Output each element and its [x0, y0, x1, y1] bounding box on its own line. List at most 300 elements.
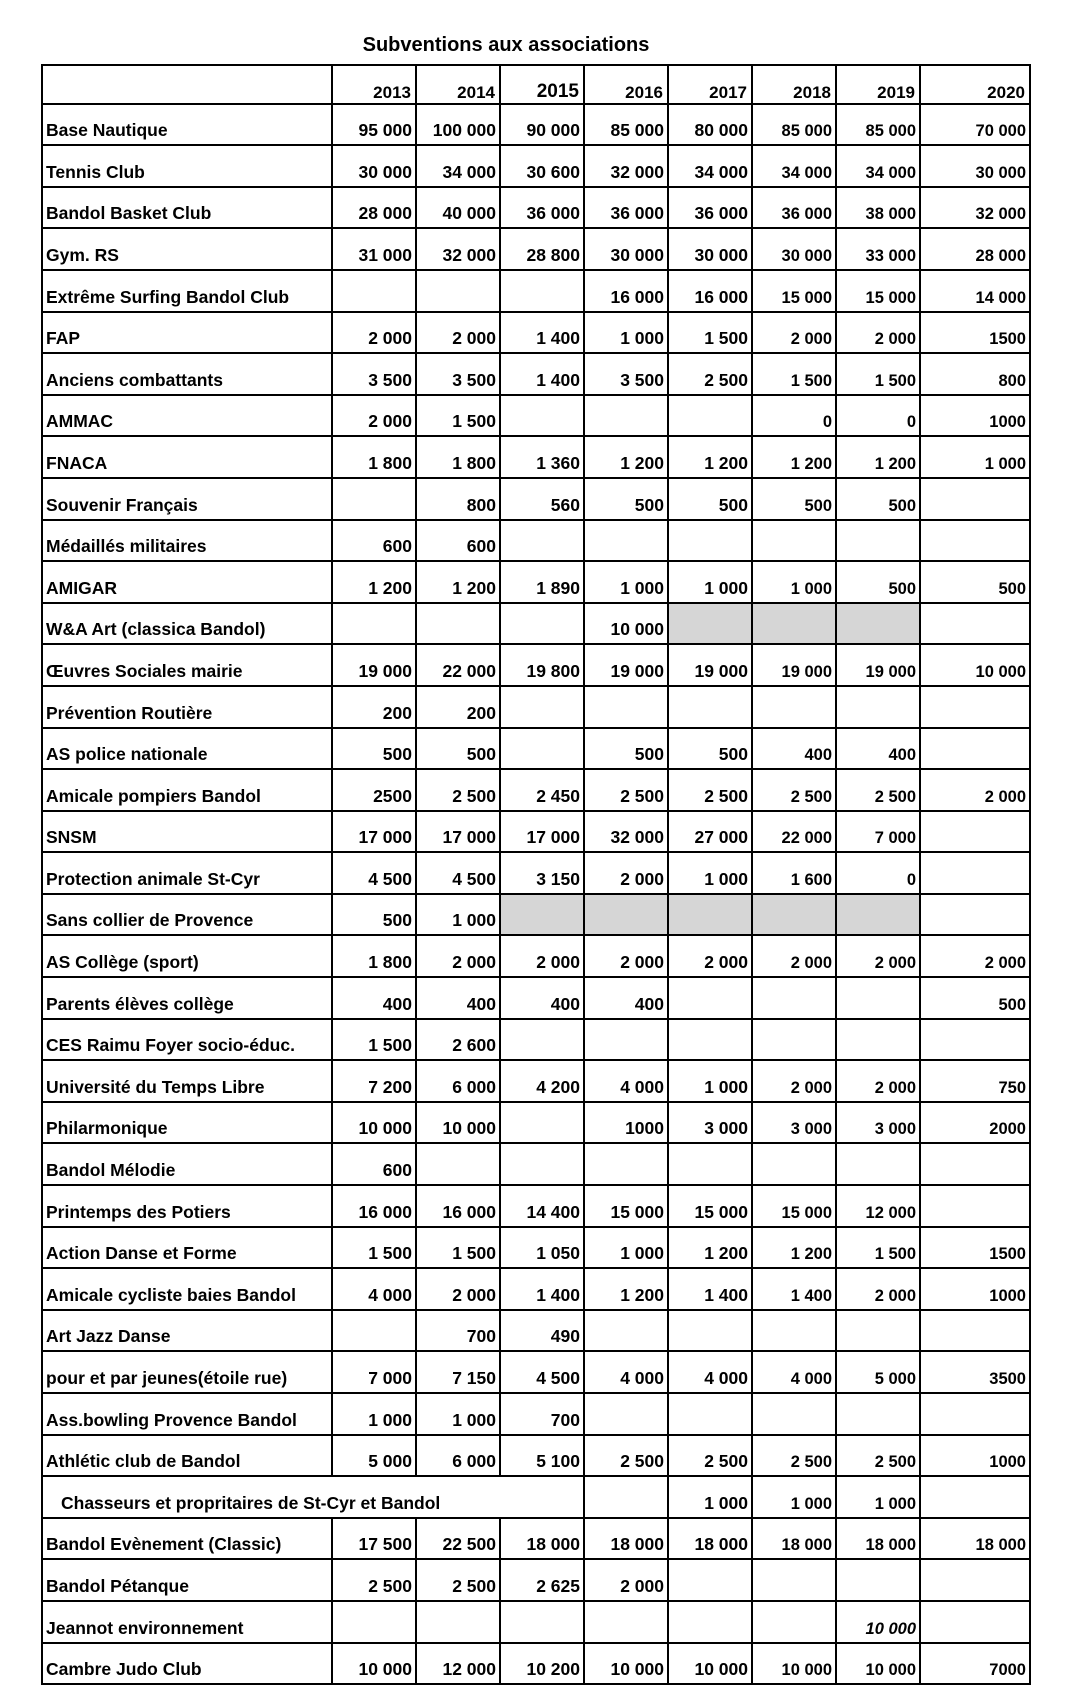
- table-row: [42, 1019, 1030, 1061]
- amount-cell: 4 500: [332, 852, 416, 894]
- amount-cell: 2 500: [752, 769, 836, 811]
- amount-cell: [668, 1393, 752, 1435]
- amount-cell: 1000: [920, 1435, 1030, 1477]
- amount-cell: 12 000: [416, 1643, 500, 1685]
- amount-cell: 2 000: [752, 935, 836, 977]
- amount-cell: 14 400: [500, 1185, 584, 1227]
- table-row: [42, 1351, 1030, 1393]
- amount-cell: 32 000: [920, 187, 1030, 229]
- amount-cell: [668, 686, 752, 728]
- amount-cell: 2 500: [752, 1435, 836, 1477]
- amount-cell: 1 500: [416, 1227, 500, 1269]
- amount-cell: 10 200: [500, 1643, 584, 1685]
- association-name-cell: Base Nautique: [42, 104, 332, 146]
- page-title: [0, 34, 1068, 57]
- amount-cell: 30 000: [668, 228, 752, 270]
- amount-cell: [500, 1019, 584, 1061]
- amount-cell: 34 000: [752, 145, 836, 187]
- amount-cell: 5 000: [836, 1351, 920, 1393]
- association-name-cell: Cambre Judo Club: [42, 1643, 332, 1685]
- amount-cell: 2 500: [416, 769, 500, 811]
- table-row: [42, 1268, 1030, 1310]
- amount-cell: [836, 603, 920, 645]
- association-name-cell: AMMAC: [42, 395, 332, 437]
- association-name-cell: Amicale cycliste baies Bandol: [42, 1268, 332, 1310]
- amount-cell: [920, 1185, 1030, 1227]
- amount-cell: 1 200: [584, 1268, 668, 1310]
- amount-cell: 500: [836, 561, 920, 603]
- amount-cell: [920, 520, 1030, 562]
- amount-cell: [500, 603, 584, 645]
- amount-cell: 10 000: [584, 1643, 668, 1685]
- amount-cell: 33 000: [836, 228, 920, 270]
- year-header: 2019: [836, 65, 920, 104]
- amount-cell: [752, 1393, 836, 1435]
- association-name-cell: Chasseurs et propritaires de St-Cyr et Bandol: [42, 1476, 584, 1518]
- table-row: [42, 1643, 1030, 1685]
- amount-cell: 700: [416, 1310, 500, 1352]
- amount-cell: 1 400: [668, 1268, 752, 1310]
- amount-cell: 10 000: [584, 603, 668, 645]
- amount-cell: 30 000: [752, 228, 836, 270]
- association-name-cell: Bandol Basket Club: [42, 187, 332, 229]
- table-row: [42, 395, 1030, 437]
- association-name-cell: AMIGAR: [42, 561, 332, 603]
- amount-cell: [920, 1019, 1030, 1061]
- amount-cell: 36 000: [500, 187, 584, 229]
- amount-cell: 1 000: [584, 1227, 668, 1269]
- amount-cell: 1 000: [584, 312, 668, 354]
- amount-cell: 85 000: [584, 104, 668, 146]
- amount-cell: 2 000: [920, 769, 1030, 811]
- amount-cell: 95 000: [332, 104, 416, 146]
- year-header: 2015: [500, 65, 584, 104]
- association-name-cell: Amicale pompiers Bandol: [42, 769, 332, 811]
- amount-cell: [920, 1601, 1030, 1643]
- amount-cell: 3 500: [332, 353, 416, 395]
- amount-cell: 400: [332, 977, 416, 1019]
- association-name-cell: Sans collier de Provence: [42, 894, 332, 936]
- amount-cell: 3 000: [752, 1102, 836, 1144]
- table-row: [42, 1227, 1030, 1269]
- amount-cell: [668, 1559, 752, 1601]
- amount-cell: 16 000: [584, 270, 668, 312]
- amount-cell: 18 000: [752, 1518, 836, 1560]
- table-row: [42, 1310, 1030, 1352]
- amount-cell: [668, 1601, 752, 1643]
- amount-cell: 85 000: [752, 104, 836, 146]
- amount-cell: [920, 894, 1030, 936]
- subsidies-table: [41, 64, 1031, 1685]
- table-row: [42, 977, 1030, 1019]
- amount-cell: 15 000: [584, 1185, 668, 1227]
- amount-cell: [836, 894, 920, 936]
- table-row: [42, 1143, 1030, 1185]
- amount-cell: 400: [836, 728, 920, 770]
- amount-cell: [920, 1476, 1030, 1518]
- amount-cell: 22 000: [752, 811, 836, 853]
- amount-cell: 34 000: [668, 145, 752, 187]
- amount-cell: 500: [752, 478, 836, 520]
- association-name-cell: Action Danse et Forme: [42, 1227, 332, 1269]
- amount-cell: 1 200: [332, 561, 416, 603]
- amount-cell: 10 000: [836, 1601, 920, 1643]
- amount-cell: 400: [752, 728, 836, 770]
- association-name-cell: Protection animale St-Cyr: [42, 852, 332, 894]
- amount-cell: [752, 1310, 836, 1352]
- association-name-cell: W&A Art (classica Bandol): [42, 603, 332, 645]
- amount-cell: 2 500: [836, 1435, 920, 1477]
- table-row: [42, 270, 1030, 312]
- association-name-cell: CES Raimu Foyer socio-éduc.: [42, 1019, 332, 1061]
- amount-cell: 19 000: [836, 644, 920, 686]
- amount-cell: [332, 1310, 416, 1352]
- amount-cell: 10 000: [752, 1643, 836, 1685]
- amount-cell: [752, 1601, 836, 1643]
- amount-cell: 2 000: [332, 395, 416, 437]
- amount-cell: 6 000: [416, 1060, 500, 1102]
- table-row: [42, 228, 1030, 270]
- amount-cell: 500: [668, 478, 752, 520]
- amount-cell: 800: [416, 478, 500, 520]
- amount-cell: 1 000: [836, 1476, 920, 1518]
- amount-cell: 1 800: [332, 935, 416, 977]
- amount-cell: 750: [920, 1060, 1030, 1102]
- amount-cell: 2500: [332, 769, 416, 811]
- table-row: [42, 1601, 1030, 1643]
- amount-cell: 18 000: [584, 1518, 668, 1560]
- association-name-cell: Parents élèves collège: [42, 977, 332, 1019]
- amount-cell: 2 500: [836, 769, 920, 811]
- amount-cell: 1 000: [668, 852, 752, 894]
- amount-cell: [500, 894, 584, 936]
- amount-cell: 28 000: [332, 187, 416, 229]
- amount-cell: 32 000: [416, 228, 500, 270]
- amount-cell: 1000: [920, 1268, 1030, 1310]
- amount-cell: [416, 270, 500, 312]
- table-row: [42, 1559, 1030, 1601]
- amount-cell: [584, 1476, 668, 1518]
- amount-cell: 1 000: [920, 436, 1030, 478]
- amount-cell: [836, 1310, 920, 1352]
- amount-cell: 2 500: [584, 769, 668, 811]
- amount-cell: 1 200: [416, 561, 500, 603]
- association-name-cell: Souvenir Français: [42, 478, 332, 520]
- amount-cell: 36 000: [668, 187, 752, 229]
- association-name-cell: Œuvres Sociales mairie: [42, 644, 332, 686]
- amount-cell: 1 400: [500, 353, 584, 395]
- amount-cell: [668, 1143, 752, 1185]
- amount-cell: 2 625: [500, 1559, 584, 1601]
- year-header: 2017: [668, 65, 752, 104]
- amount-cell: 4 000: [584, 1351, 668, 1393]
- amount-cell: [920, 686, 1030, 728]
- amount-cell: 10 000: [668, 1643, 752, 1685]
- amount-cell: 500: [332, 894, 416, 936]
- table-row: [42, 104, 1030, 146]
- amount-cell: 500: [920, 561, 1030, 603]
- amount-cell: 1 500: [836, 353, 920, 395]
- header-row: [42, 65, 1030, 104]
- amount-cell: 2 000: [668, 935, 752, 977]
- amount-cell: 800: [920, 353, 1030, 395]
- amount-cell: 7 200: [332, 1060, 416, 1102]
- amount-cell: 3500: [920, 1351, 1030, 1393]
- amount-cell: [752, 686, 836, 728]
- amount-cell: [668, 603, 752, 645]
- amount-cell: 700: [500, 1393, 584, 1435]
- amount-cell: 500: [332, 728, 416, 770]
- amount-cell: 3 000: [668, 1102, 752, 1144]
- amount-cell: [500, 728, 584, 770]
- association-name-cell: FNACA: [42, 436, 332, 478]
- amount-cell: [416, 1601, 500, 1643]
- amount-cell: 1 000: [416, 894, 500, 936]
- amount-cell: 2 000: [836, 1060, 920, 1102]
- amount-cell: 15 000: [752, 1185, 836, 1227]
- table-row: [42, 312, 1030, 354]
- amount-cell: [500, 520, 584, 562]
- table-row: [42, 353, 1030, 395]
- amount-cell: 4 500: [500, 1351, 584, 1393]
- amount-cell: 400: [584, 977, 668, 1019]
- amount-cell: 200: [416, 686, 500, 728]
- amount-cell: [752, 1559, 836, 1601]
- amount-cell: [752, 1019, 836, 1061]
- association-name-cell: pour et par jeunes(étoile rue): [42, 1351, 332, 1393]
- amount-cell: 6 000: [416, 1435, 500, 1477]
- amount-cell: [920, 603, 1030, 645]
- amount-cell: [500, 1102, 584, 1144]
- amount-cell: [920, 1310, 1030, 1352]
- amount-cell: [584, 894, 668, 936]
- amount-cell: [836, 1019, 920, 1061]
- table-row: [42, 145, 1030, 187]
- amount-cell: 30 000: [332, 145, 416, 187]
- amount-cell: 1 200: [668, 1227, 752, 1269]
- table-row: [42, 1476, 1030, 1518]
- amount-cell: 2 000: [836, 312, 920, 354]
- amount-cell: [500, 1143, 584, 1185]
- amount-cell: [668, 395, 752, 437]
- amount-cell: [920, 811, 1030, 853]
- amount-cell: 10 000: [332, 1102, 416, 1144]
- association-name-cell: Université du Temps Libre: [42, 1060, 332, 1102]
- amount-cell: 1 200: [668, 436, 752, 478]
- amount-cell: 2 000: [416, 312, 500, 354]
- amount-cell: 2 000: [416, 935, 500, 977]
- amount-cell: 1 500: [332, 1019, 416, 1061]
- association-name-cell: Extrême Surfing Bandol Club: [42, 270, 332, 312]
- amount-cell: 34 000: [836, 145, 920, 187]
- amount-cell: 80 000: [668, 104, 752, 146]
- amount-cell: [332, 270, 416, 312]
- association-name-cell: Bandol Mélodie: [42, 1143, 332, 1185]
- amount-cell: 17 000: [500, 811, 584, 853]
- year-header: 2020: [920, 65, 1030, 104]
- amount-cell: 1 000: [668, 1060, 752, 1102]
- amount-cell: 90 000: [500, 104, 584, 146]
- amount-cell: 1 400: [500, 312, 584, 354]
- amount-cell: 16 000: [668, 270, 752, 312]
- table-row: [42, 935, 1030, 977]
- table-row: [42, 1102, 1030, 1144]
- amount-cell: [332, 1601, 416, 1643]
- table-row: [42, 436, 1030, 478]
- amount-cell: 30 000: [920, 145, 1030, 187]
- amount-cell: 17 500: [332, 1518, 416, 1560]
- amount-cell: 4 000: [332, 1268, 416, 1310]
- amount-cell: 1500: [920, 312, 1030, 354]
- amount-cell: [920, 1559, 1030, 1601]
- table-row: [42, 603, 1030, 645]
- table-row: [42, 1518, 1030, 1560]
- amount-cell: 16 000: [332, 1185, 416, 1227]
- association-name-cell: AS police nationale: [42, 728, 332, 770]
- amount-cell: 1500: [920, 1227, 1030, 1269]
- amount-cell: 2 000: [416, 1268, 500, 1310]
- amount-cell: 7000: [920, 1643, 1030, 1685]
- amount-cell: 1 000: [668, 561, 752, 603]
- amount-cell: 600: [416, 520, 500, 562]
- amount-cell: 16 000: [416, 1185, 500, 1227]
- table-row: [42, 728, 1030, 770]
- amount-cell: 18 000: [500, 1518, 584, 1560]
- amount-cell: 2 000: [920, 935, 1030, 977]
- amount-cell: 1 500: [836, 1227, 920, 1269]
- association-name-cell: Bandol Pétanque: [42, 1559, 332, 1601]
- amount-cell: 0: [836, 395, 920, 437]
- table-row: [42, 520, 1030, 562]
- year-header: 2013: [332, 65, 416, 104]
- amount-cell: 1 200: [836, 436, 920, 478]
- amount-cell: 1 500: [332, 1227, 416, 1269]
- amount-cell: 2 000: [584, 935, 668, 977]
- amount-cell: 2 000: [332, 312, 416, 354]
- amount-cell: 3 500: [416, 353, 500, 395]
- amount-cell: 17 000: [332, 811, 416, 853]
- amount-cell: [920, 1393, 1030, 1435]
- year-header: 2016: [584, 65, 668, 104]
- association-name-cell: Gym. RS: [42, 228, 332, 270]
- table-row: [42, 894, 1030, 936]
- association-name-cell: SNSM: [42, 811, 332, 853]
- amount-cell: 3 500: [584, 353, 668, 395]
- amount-cell: [332, 478, 416, 520]
- amount-cell: 27 000: [668, 811, 752, 853]
- amount-cell: 7 000: [836, 811, 920, 853]
- amount-cell: [836, 1393, 920, 1435]
- amount-cell: 31 000: [332, 228, 416, 270]
- amount-cell: 2 000: [752, 312, 836, 354]
- amount-cell: 2 000: [752, 1060, 836, 1102]
- association-name-cell: Tennis Club: [42, 145, 332, 187]
- amount-cell: [500, 686, 584, 728]
- amount-cell: 32 000: [584, 145, 668, 187]
- table-row: [42, 1185, 1030, 1227]
- amount-cell: 2 000: [584, 852, 668, 894]
- amount-cell: 490: [500, 1310, 584, 1352]
- amount-cell: 1 500: [668, 312, 752, 354]
- amount-cell: 1 800: [416, 436, 500, 478]
- amount-cell: 4 200: [500, 1060, 584, 1102]
- amount-cell: 28 000: [920, 228, 1030, 270]
- year-header: 2018: [752, 65, 836, 104]
- amount-cell: 15 000: [836, 270, 920, 312]
- amount-cell: [584, 686, 668, 728]
- association-name-cell: Ass.bowling Provence Bandol: [42, 1393, 332, 1435]
- amount-cell: 1 200: [752, 1227, 836, 1269]
- amount-cell: [752, 603, 836, 645]
- amount-cell: 1 000: [332, 1393, 416, 1435]
- amount-cell: 1 050: [500, 1227, 584, 1269]
- amount-cell: 7 000: [332, 1351, 416, 1393]
- association-name-cell: FAP: [42, 312, 332, 354]
- amount-cell: 2000: [920, 1102, 1030, 1144]
- amount-cell: 36 000: [752, 187, 836, 229]
- amount-cell: [416, 603, 500, 645]
- amount-cell: [920, 478, 1030, 520]
- amount-cell: [584, 1393, 668, 1435]
- amount-cell: [668, 894, 752, 936]
- association-name-cell: Jeannot environnement: [42, 1601, 332, 1643]
- amount-cell: 2 500: [668, 353, 752, 395]
- amount-cell: [752, 520, 836, 562]
- amount-cell: 1 400: [500, 1268, 584, 1310]
- amount-cell: 2 600: [416, 1019, 500, 1061]
- amount-cell: 1 200: [584, 436, 668, 478]
- amount-cell: [584, 395, 668, 437]
- amount-cell: [500, 395, 584, 437]
- amount-cell: [500, 1601, 584, 1643]
- amount-cell: 2 000: [500, 935, 584, 977]
- association-name-cell: Athlétic club de Bandol: [42, 1435, 332, 1477]
- amount-cell: 1000: [584, 1102, 668, 1144]
- table-row: [42, 769, 1030, 811]
- amount-cell: 38 000: [836, 187, 920, 229]
- amount-cell: [920, 1143, 1030, 1185]
- amount-cell: 10 000: [920, 644, 1030, 686]
- association-name-cell: Bandol Evènement (Classic): [42, 1518, 332, 1560]
- amount-cell: 19 000: [332, 644, 416, 686]
- amount-cell: 2 000: [836, 935, 920, 977]
- title-text: Subventions aux associations: [362, 34, 650, 56]
- amount-cell: 30 600: [500, 145, 584, 187]
- amount-cell: 2 000: [584, 1559, 668, 1601]
- amount-cell: 18 000: [920, 1518, 1030, 1560]
- year-header: 2014: [416, 65, 500, 104]
- amount-cell: 1 000: [752, 1476, 836, 1518]
- amount-cell: 30 000: [584, 228, 668, 270]
- amount-cell: 2 500: [668, 769, 752, 811]
- amount-cell: 600: [332, 520, 416, 562]
- amount-cell: [752, 894, 836, 936]
- amount-cell: 40 000: [416, 187, 500, 229]
- amount-cell: [668, 1019, 752, 1061]
- amount-cell: [584, 1310, 668, 1352]
- amount-cell: 70 000: [920, 104, 1030, 146]
- amount-cell: [584, 1143, 668, 1185]
- amount-cell: [668, 977, 752, 1019]
- amount-cell: 1 000: [416, 1393, 500, 1435]
- amount-cell: 15 000: [668, 1185, 752, 1227]
- amount-cell: 10 000: [416, 1102, 500, 1144]
- amount-cell: 1 800: [332, 436, 416, 478]
- amount-cell: 19 800: [500, 644, 584, 686]
- amount-cell: 19 000: [668, 644, 752, 686]
- amount-cell: 1 400: [752, 1268, 836, 1310]
- amount-cell: 14 000: [920, 270, 1030, 312]
